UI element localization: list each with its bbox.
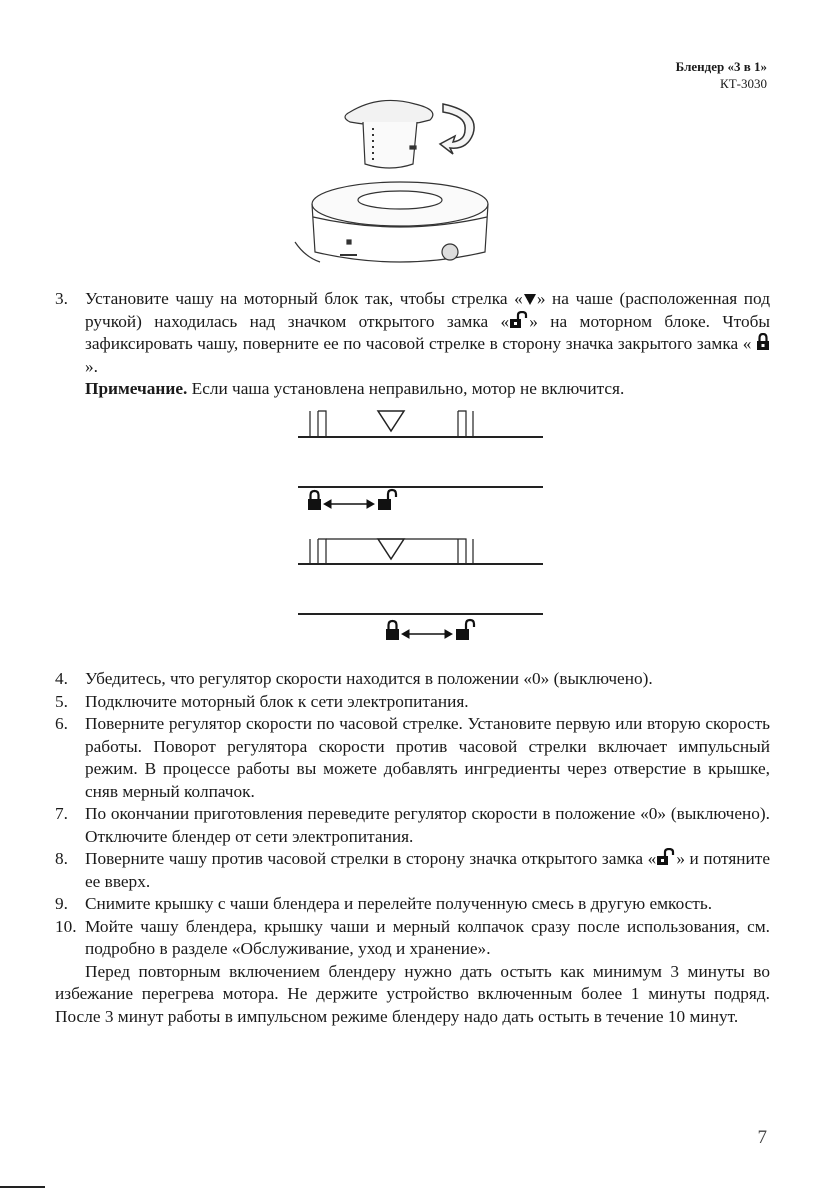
arrow-down-icon bbox=[523, 292, 537, 306]
motor-base-illustration bbox=[295, 182, 488, 262]
step-text: Мойте чашу блендера, крышку чаши и мерный колпачок сразу после использования, см. подробно в разделе «Обслуживание, уход и хранение». bbox=[85, 916, 770, 958]
header-model: КТ-3030 bbox=[720, 76, 767, 91]
step-text: По окончании приготовления переведите регулятор скорости в положение «0» (выключено). Отключите блендер от сети электропитания. bbox=[85, 804, 770, 846]
step3-text-4: ». bbox=[85, 356, 98, 376]
final-paragraph: Перед повторным включением блендеру нужно дать остыть как минимум 3 минуты во избежание перегрева мотора. Не держите устройство включенным более 1 минуты подряд. После 3 минут работы в импульсном режиме блендеру надо дать остыть в течение 10 минут. bbox=[55, 961, 770, 1026]
step-text: Поверните регулятор скорости по часовой стрелке. Установите первую или вторую скорость работы. Поворот регулятора скорости против часовой стрелки включает импульсный режим. В процессе работы вы можете добавлять ингредиенты через отверстие в крышке, сняв мерный колпачок. bbox=[85, 714, 770, 801]
step-number: 5. bbox=[55, 691, 68, 711]
note-text: Если чаша установлена неправильно, мотор не включится. bbox=[187, 379, 625, 398]
step-text: Убедитесь, что регулятор скорости находится в положении «0» (выключено). bbox=[85, 669, 653, 688]
step-4 bbox=[55, 668, 770, 691]
header-title: Блендер «3 в 1» bbox=[675, 59, 767, 74]
step-number: 6. bbox=[55, 714, 68, 733]
step-text: Снимите крышку с чаши блендера и перелейте полученную смесь в другую емкость. bbox=[85, 894, 713, 913]
rotate-arrow-icon bbox=[440, 104, 474, 154]
lock-closed-icon bbox=[386, 621, 399, 640]
step-text bbox=[85, 288, 770, 378]
lock-open-icon bbox=[378, 490, 396, 510]
step-text: Подключите моторный блок к сети электропитания. bbox=[85, 691, 469, 711]
step-3 bbox=[55, 288, 770, 378]
page-number: 7 bbox=[757, 1127, 767, 1148]
note bbox=[55, 378, 770, 401]
footer-rule bbox=[0, 1186, 45, 1188]
page-header bbox=[676, 58, 767, 92]
lock-alignment-diagram bbox=[298, 409, 548, 654]
blender-assembly-illustration bbox=[285, 92, 515, 277]
double-arrow-icon bbox=[324, 500, 374, 508]
step-7 bbox=[55, 803, 770, 848]
double-arrow-icon bbox=[402, 630, 452, 638]
step8-text-2: » и потяните ее вверх. bbox=[85, 849, 770, 891]
step-number: 7. bbox=[55, 804, 68, 823]
step8-text-1: Поверните чашу против часовой стрелки в сторону значка открытого замка « bbox=[85, 849, 657, 868]
bowl-illustration bbox=[345, 100, 433, 168]
step-number: 9. bbox=[55, 894, 68, 913]
lock-open-icon bbox=[509, 311, 529, 329]
lock-closed-icon bbox=[756, 333, 770, 351]
step-text bbox=[85, 848, 770, 893]
step-6 bbox=[55, 713, 770, 803]
step-number: 10. bbox=[55, 916, 77, 936]
step-number: 8. bbox=[55, 849, 68, 868]
step-10 bbox=[55, 916, 770, 961]
step-9 bbox=[55, 893, 770, 916]
lock-open-icon bbox=[456, 620, 474, 640]
step-number: 4. bbox=[55, 669, 68, 688]
step3-text-2: » на чаше (расположенная под ручкой) находилась над значком открытого замка « bbox=[85, 289, 770, 331]
step-5 bbox=[55, 691, 770, 714]
step-number: 3. bbox=[55, 289, 68, 308]
step-8 bbox=[55, 848, 770, 893]
instructions-body bbox=[55, 288, 770, 1028]
note-label: Примечание. bbox=[85, 379, 188, 398]
lock-open-icon bbox=[656, 848, 676, 866]
step3-text-3: » на моторном блоке. Чтобы зафиксировать чашу, поверните ее по часовой стрелке в сторону значка закрытого замка « bbox=[85, 311, 770, 353]
lock-closed-icon bbox=[308, 491, 321, 510]
step3-text-1: Установите чашу на моторный блок так, чтобы стрелка « bbox=[85, 289, 523, 308]
